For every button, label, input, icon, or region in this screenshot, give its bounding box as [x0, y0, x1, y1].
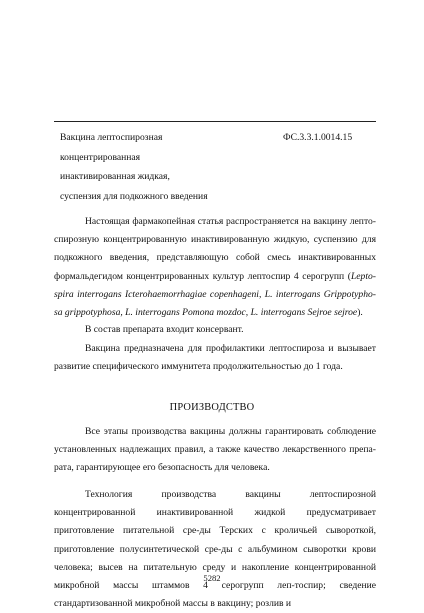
intro-paragraph-scope	[54, 213, 376, 322]
production-paragraph-requirements: Все этапы производства вакцины должны гарантировать соблюдение установленных надлежащих правил, а также качество лекарственного препа-рата, гарантирующее его безопасность для человека.	[54, 426, 376, 474]
serogroup-species-list: Lepto-spira interrogans Icterohaemorrhagiae copenhageni, L. interrogans Grippotypho-sa grippotyphosa, L. interrogans Pomona mozdoc, L. interrogans Sejroe sejroe	[54, 270, 376, 319]
monograph-code: ФС.3.3.1.0014.15	[283, 132, 353, 143]
section-heading-production: ПРОИЗВОДСТВО	[169, 402, 255, 413]
production-paragraph-technology: Технология производства вакцины лептоспирозной концентрированной инактивированной жидкой предусматривает приготовление питательной сре-ды Терских с кроличьей сывороткой, приготовление полусинтетической сре-ды с альбумином сыворотки крови человека; высев на питательную среду и накопление концентрированной микробной массы штаммов 4 серогрупп леп-тоспир; сведение стандартизованной микробной массы в вакцину; розлив и	[54, 489, 376, 610]
monograph-title-line: Вакцина лептоспирозная	[60, 132, 163, 143]
monograph-title	[60, 128, 260, 206]
intro-paragraph-purpose: Вакцина предназначена для профилактики лептоспироза и вызывает развитие специфического иммунитета продолжительностью до 1 года.	[54, 343, 376, 373]
scope-text-start: Настоящая фармакопейная статья распространяется на вакцину лепто-спирозную концентрированную инактивированную жидкую, суспензию для подкожного введения, представляющую собой смесь инактивированных формальдегидом концентрированных культур лептоспир 4 серогрупп (	[54, 216, 376, 282]
monograph-title-line: суспензия для подкожного введения	[60, 190, 208, 202]
header-rule	[54, 121, 376, 122]
page-number: 5282	[203, 573, 221, 583]
monograph-title-line: инактивированная жидкая,	[60, 171, 170, 182]
intro-paragraph-preservative: В состав препарата входит консервант.	[85, 324, 244, 335]
scope-text-end: ).	[357, 307, 363, 319]
monograph-title-line: концентрированная	[60, 151, 141, 163]
